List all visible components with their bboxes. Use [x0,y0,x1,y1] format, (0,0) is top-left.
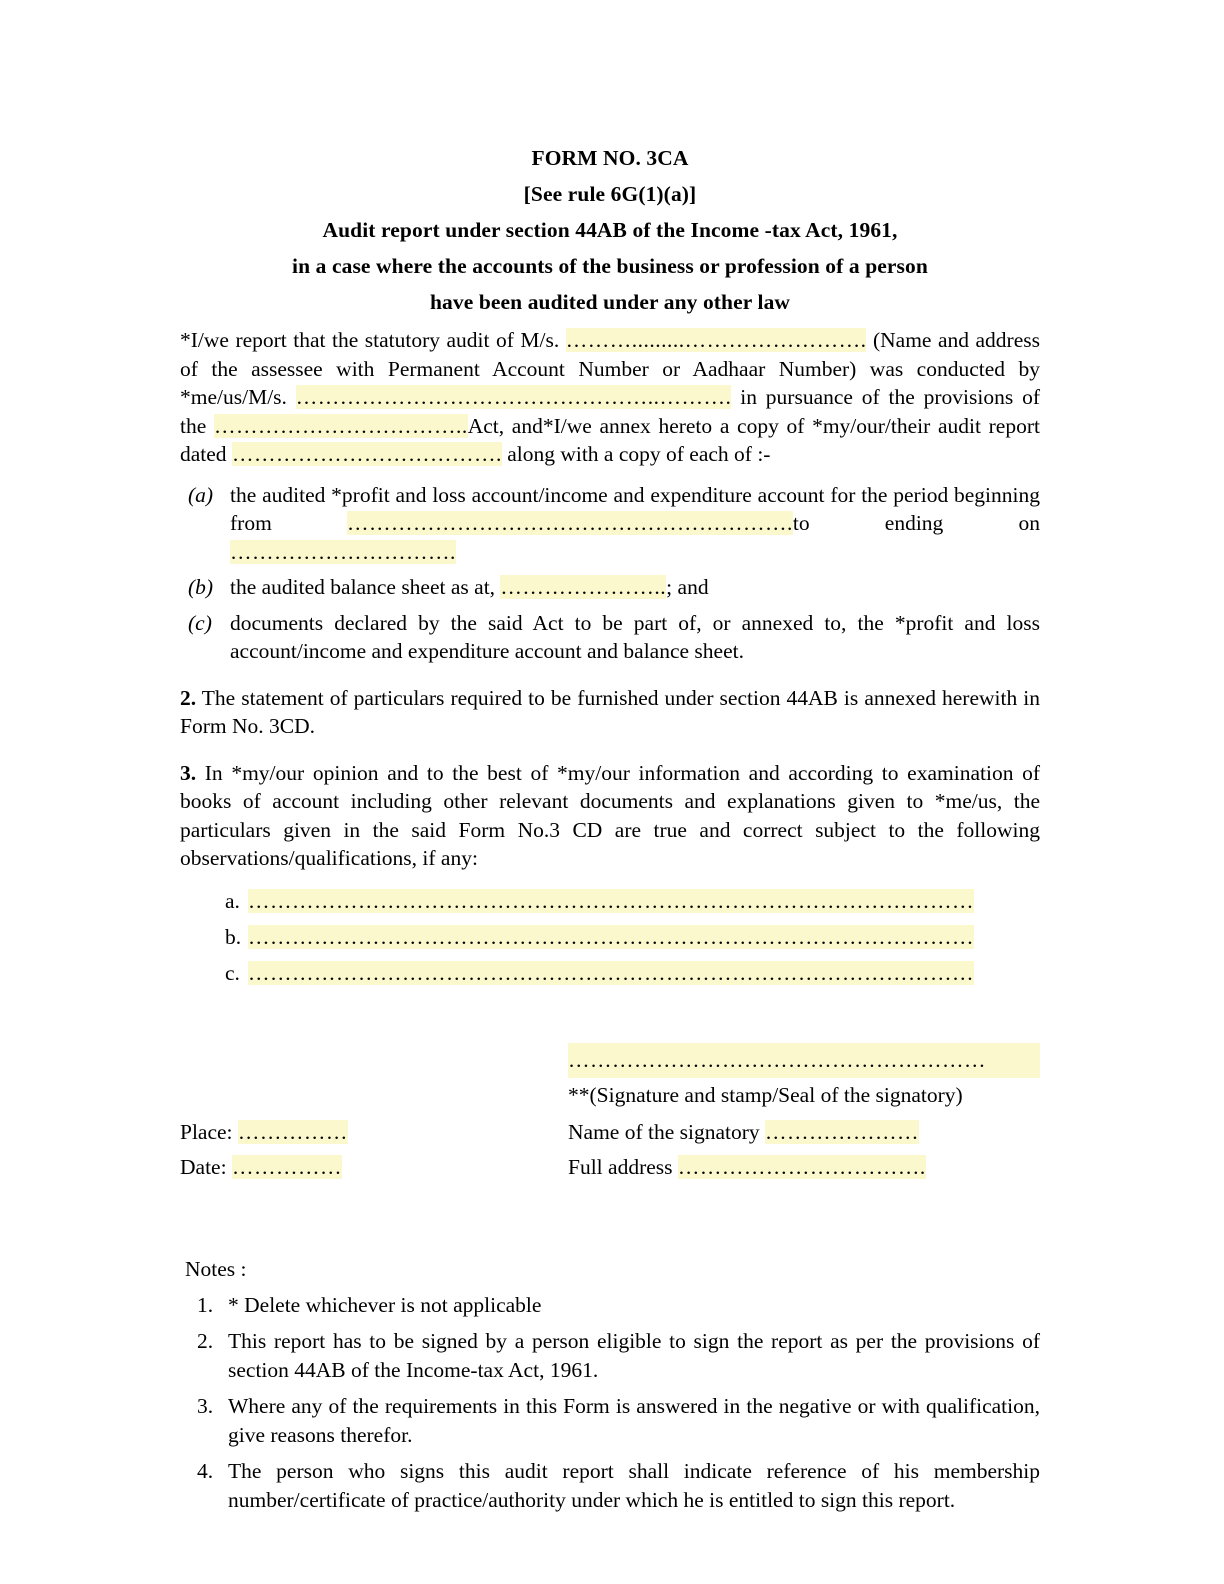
clause-c-segment-1: documents declared by the said Act to be part of, or annexed to, the *profit and loss account/income and expenditure account and balance sheet. [230,610,1040,663]
date-label: Date: [180,1154,232,1179]
lead-segment-5: along with a copy of each of :- [501,442,771,466]
subtitle-line-2: in a case where the accounts of the business or profession of a person [292,254,928,278]
clause-a-segment-1: the audited *profit and loss account/income and expenditure account for the period beginning from [230,482,1040,535]
observation-item-a [180,883,1040,919]
period-ending-blank[interactable]: …………………………. [230,539,456,564]
place-blank[interactable]: …………… [237,1119,348,1144]
observation-blank-b[interactable]: ……………………………………………………………………………………… [248,924,974,949]
audit-report-date-blank[interactable]: ………………………………. [231,442,502,466]
full-address-label: Full address [568,1154,678,1179]
full-address-field [568,1150,1040,1185]
clause-a-segment-2: to ending on [792,511,1040,535]
assessee-name-blank[interactable]: ……….........……………………. [565,328,867,352]
observation-blank-a[interactable]: ……………………………………………………………………………………… [248,888,974,913]
lead-segment-3: in pursuance of the provisions of the [180,385,1040,438]
note-item-4 [180,1457,1040,1514]
clause-list [180,481,1040,666]
notes-list [180,1291,1040,1515]
signature-blank[interactable]: ………………………………………………… [568,1043,1040,1078]
note-item-1 [180,1291,1040,1320]
observation-marker-c: c. [225,960,240,985]
note-number-1: 1. [197,1292,214,1317]
observation-item-c [180,955,1040,991]
note-number-3: 3. [197,1394,214,1418]
lead-paragraph [180,326,1040,469]
place-and-name-row [180,1115,1040,1150]
clause-marker-c: (c) [188,610,212,635]
lead-segment-1: *I/we report that the statutory audit of M/s. [180,328,566,352]
subtitle-line-1: Audit report under section 44AB of the Income -tax Act, 1961, [322,218,898,242]
signature-block [180,1043,1040,1193]
date-blank[interactable]: …………… [231,1154,342,1179]
auditor-name-blank[interactable]: …………………………………………..………. [295,385,732,409]
note-text-3: Where any of the requirements in this Form is answered in the negative or with qualification, give reasons therefor. [228,1394,1040,1447]
lead-segment-4: Act, and*I/we annex hereto a copy of *my/our/their audit report dated [180,413,1040,466]
document-content [180,140,1040,1522]
signature-detail-rows [180,1115,1040,1185]
note-item-3 [180,1392,1040,1449]
paragraph-2-text: The statement of particulars required to be furnished under section 44AB is annexed herewith in Form No. 3CD. [180,685,1040,738]
date-field [180,1150,568,1185]
period-beginning-blank[interactable]: ……………………………………………………. [347,511,793,535]
paragraph-2-number: 2. [180,685,197,710]
act-name-blank[interactable]: …………………………….. [213,413,468,438]
subtitle-line-3: have been audited under any other law [429,290,791,314]
note-text-1: * Delete whichever is not applicable [228,1292,542,1317]
date-and-address-row [180,1150,1040,1185]
signature-caption: **(Signature and stamp/Seal of the signatory) [568,1082,963,1107]
full-address-blank[interactable]: ……………………………. [677,1154,926,1179]
observation-marker-a: a. [225,888,240,913]
lead-segment-2: (Name and address of the assessee with Permanent Account Number or Aadhaar Number) was conducted by *me/us/M/s. [180,328,1040,409]
clause-marker-a: (a) [188,482,214,507]
clause-b-segment-1: the audited balance sheet as at, [230,575,501,599]
paragraph-3-text: In *my/our opinion and to the best of *my/our information and according to examination of books of account including other relevant documents and explanations given to *me/us, the particulars given in the said Form No.3 CD are true and correct subject to the following observations/qualifications, if any: [180,760,1040,870]
notes-heading: Notes : [185,1256,247,1281]
note-number-2: 2. [197,1329,214,1353]
observation-blank-c[interactable]: ……………………………………………………………………………………… [248,960,974,985]
clause-item-a [180,481,1040,567]
note-item-2 [180,1327,1040,1384]
paragraph-3 [180,759,1040,873]
paragraph-2 [180,684,1040,741]
balance-sheet-date-blank[interactable]: ………………….. [500,575,667,599]
signatory-name-blank[interactable]: ………………… [765,1119,920,1144]
note-number-4: 4. [197,1459,214,1483]
signature-right-column [568,1043,1040,1113]
clause-marker-b: (b) [188,575,214,599]
observation-item-b [180,919,1040,955]
observation-marker-b: b. [225,924,242,949]
signatory-name-label: Name of the signatory [568,1119,766,1144]
clause-item-c [180,609,1040,666]
note-text-2: This report has to be signed by a person eligible to sign the report as per the provisions of section 44AB of the Income-tax Act, 1961. [228,1329,1040,1382]
clause-item-b [180,573,1040,602]
observations-list [180,883,1040,991]
note-text-4: The person who signs this audit report shall indicate reference of his membership number/certificate of practice/authority under which he is entitled to sign this report. [228,1459,1040,1512]
place-field [180,1115,568,1150]
clause-b-segment-2: ; and [666,575,709,599]
rule-reference: [See rule 6G(1)(a)] [523,182,697,206]
paragraph-3-number: 3. [180,760,197,785]
form-title: FORM NO. 3CA [531,146,689,170]
place-label: Place: [180,1119,238,1144]
signatory-name-field [568,1115,1040,1150]
